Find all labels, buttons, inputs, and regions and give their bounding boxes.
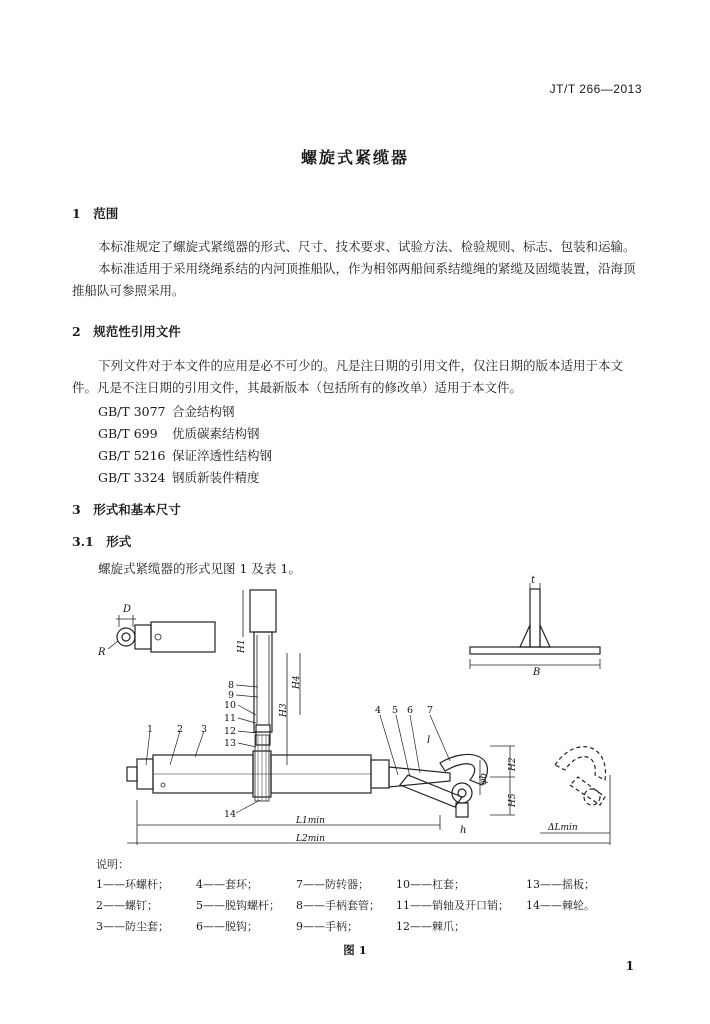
section-2-heading: 2 规范性引用文件: [72, 324, 181, 339]
reference-item: GB/T 5216 保证淬透性结构钢: [98, 448, 273, 463]
ring-end-detail: [108, 615, 215, 652]
dim-label-D: D: [123, 604, 132, 615]
section-3-1-paragraph: 螺旋式紧缆器的形式见图 1 及表 1。: [98, 561, 301, 576]
callout-14: 14: [224, 809, 237, 820]
legend-item: 3——防尘套；: [96, 920, 169, 933]
main-screw-body: [127, 735, 389, 801]
legend-item: 5——脱钩螺杆；: [196, 899, 280, 912]
callout-9: 9: [228, 690, 235, 701]
callout-8: 8: [228, 680, 235, 691]
legend-item: 14——棘轮。: [526, 899, 595, 912]
section-1-paragraph-1: 本标准规定了螺旋式紧缆器的形式、尺寸、技术要求、试验方法、检验规则、标志、包装和运输。: [98, 239, 636, 254]
legend-item: 7——防转器；: [296, 878, 369, 891]
dim-label-R: R: [98, 647, 106, 658]
section-1-paragraph-2: 本标准适用于采用绕绳系结的内河顶推船队，作为相邻两船间系结缆绳的紧缆及固缆装置，沿海顶: [98, 261, 636, 276]
reference-item: GB/T 3324 钢质新装件精度: [98, 470, 260, 485]
legend-title: 说明：: [96, 858, 129, 871]
reference-item: GB/T 3077 合金结构钢: [98, 404, 235, 419]
legend-item: 2——螺钉；: [96, 899, 158, 912]
legend-item: 4——套环；: [196, 878, 258, 891]
dim-label-h: h: [460, 825, 467, 836]
callout-10: 10: [224, 700, 237, 711]
callout-3: 3: [201, 724, 208, 735]
callout-5: 5: [392, 705, 399, 716]
callout-13: 13: [224, 738, 237, 749]
legend-item: 1——环螺杆；: [96, 878, 169, 891]
legend-item: 9——手柄；: [296, 920, 358, 933]
legend-item: 11——销轴及开口销；: [396, 899, 509, 912]
hook-assembly: [389, 746, 515, 817]
page-number: 1: [625, 959, 634, 973]
callout-7: 7: [427, 705, 434, 716]
dim-label-H1: H1: [237, 639, 247, 653]
callout-leaders: [146, 685, 450, 813]
dim-label-H3: H3: [279, 703, 289, 717]
dimension-lines: [127, 772, 610, 845]
callout-11: 11: [224, 713, 237, 724]
legend-item: 6——脱钩；: [196, 920, 258, 933]
legend-item: 12——棘爪；: [396, 920, 465, 933]
callout-6: 6: [407, 705, 414, 716]
legend-item: 8——手柄套管；: [296, 899, 380, 912]
dim-label-H4: H4: [292, 675, 302, 689]
legend-item: 10——杠套；: [396, 878, 465, 891]
section-2-paragraph: 下列文件对于本文件的应用是必不可少的。凡是注日期的引用文件，仅注日期的版本适用于本文: [98, 358, 624, 373]
standard-number: JT/T 266—2013: [549, 82, 642, 96]
dim-label-l: l: [427, 735, 431, 746]
section-2-paragraph-cont: 件。凡是不注日期的引用文件，其最新版本（包括所有的修改单）适用于本文件。: [72, 380, 523, 395]
section-3-heading: 3 形式和基本尺寸: [72, 502, 181, 517]
dim-label-L1min: L1min: [296, 816, 325, 826]
dim-label-H5: H5: [508, 793, 518, 807]
dim-label-B: B: [533, 667, 541, 678]
callout-4: 4: [375, 705, 382, 716]
callout-12: 12: [224, 726, 237, 737]
callout-2: 2: [177, 724, 184, 735]
section-1-paragraph-2-cont: 推船队可参照采用。: [72, 283, 185, 298]
open-hook-position: [555, 747, 605, 805]
section-3-1-heading: 3.1 形式: [72, 534, 132, 549]
dim-label-t: t: [531, 575, 536, 586]
dim-label-L2min: L2min: [296, 834, 325, 844]
dim-label-H2: H2: [508, 757, 518, 771]
section-1-heading: 1 范围: [72, 206, 119, 221]
reference-item: GB/T 699 优质碳素结构钢: [98, 426, 260, 441]
figure-1-drawing: [0, 575, 710, 845]
callout-1: 1: [147, 724, 154, 735]
base-plate-detail: [470, 583, 600, 669]
figure-caption: 图 1: [343, 943, 367, 957]
document-title: 螺旋式紧缆器: [300, 148, 409, 167]
dim-label-delta-Lmin: ΔLmin: [548, 823, 578, 833]
legend-item: 13——摇板；: [526, 878, 595, 891]
dim-label-phi-b: φb: [479, 772, 489, 785]
